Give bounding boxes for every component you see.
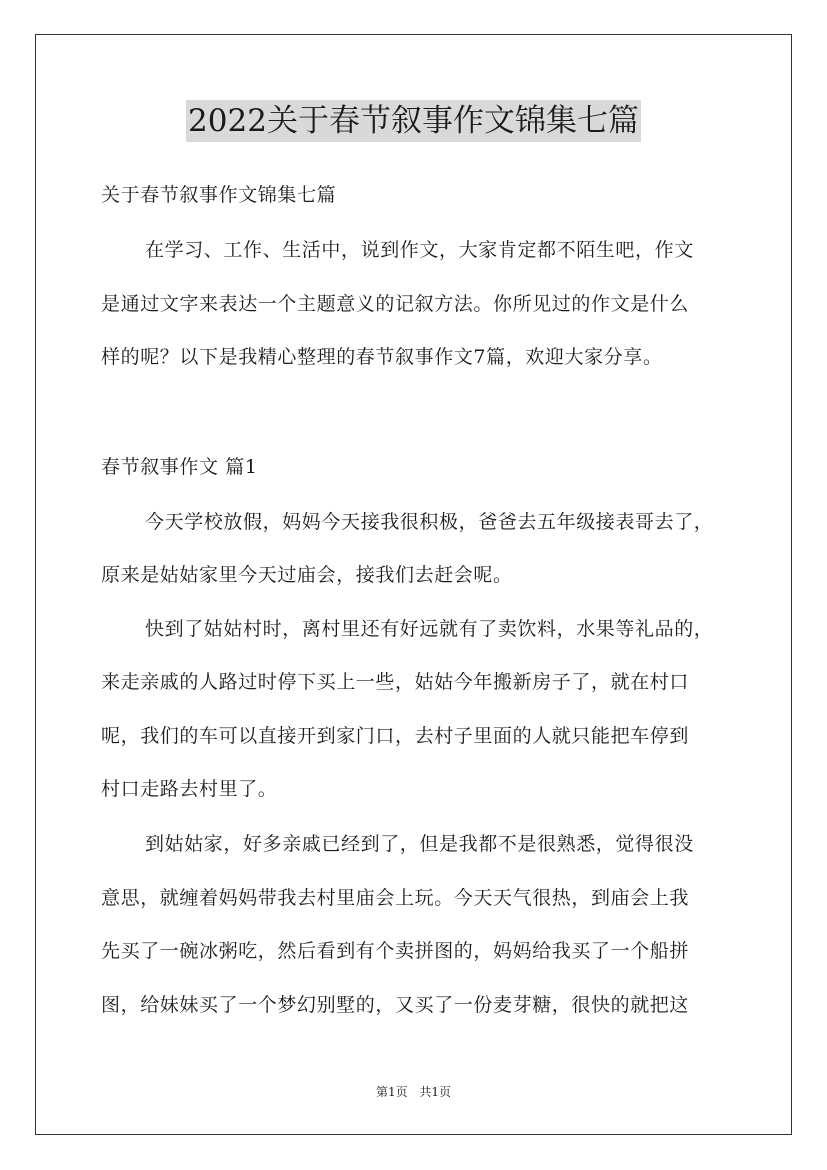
page-total: 共1页 [419,1085,452,1099]
intro-line-1: 在学习、工作、生活中，说到作文，大家肯定都不陌生吧，作文 [145,239,694,261]
document-subtitle: 关于春节叙事作文锦集七篇 [101,184,337,206]
document-title-text: 2022关于春节叙事作文锦集七篇 [186,100,641,142]
document-title [0,100,827,142]
body-line-2: 原来是姑姑家里今天过庙会，接我们去赶会呢。 [101,564,513,586]
intro-line-3: 样的呢？以下是我精心整理的春节叙事作文7篇，欢迎大家分享。 [101,346,663,368]
page-footer [0,1084,827,1100]
body-line-10: 图，给妹妹买了一个梦幻别墅的，又买了一份麦芽糖，很快的就把这 [101,994,690,1016]
body-line-3: 快到了姑姑村时，离村里还有好远就有了卖饮料，水果等礼品的， [145,618,714,640]
body-line-4: 来走亲戚的人路过时停下买上一些，姑姑今年搬新房子了，就在村口 [101,671,690,693]
body-line-7: 到姑姑家，好多亲戚已经到了，但是我都不是很熟悉，觉得很没 [145,833,694,855]
body-line-1: 今天学校放假，妈妈今天接我很积极，爸爸去五年级接表哥去了， [145,511,714,533]
intro-line-2: 是通过文字来表达一个主题意义的记叙方法。你所见过的作文是什么 [101,293,690,315]
section-heading: 春节叙事作文 篇1 [101,456,258,478]
page-number: 第1页 [375,1085,408,1099]
body-line-9: 先买了一碗冰粥吃，然后看到有个卖拼图的，妈妈给我买了一个船拼 [101,940,690,962]
body-line-6: 村口走路去村里了。 [101,778,278,800]
body-line-8: 意思，就缠着妈妈带我去村里庙会上玩。今天天气很热，到庙会上我 [101,887,690,909]
body-line-5: 呢，我们的车可以直接开到家门口，去村子里面的人就只能把车停到 [101,725,690,747]
